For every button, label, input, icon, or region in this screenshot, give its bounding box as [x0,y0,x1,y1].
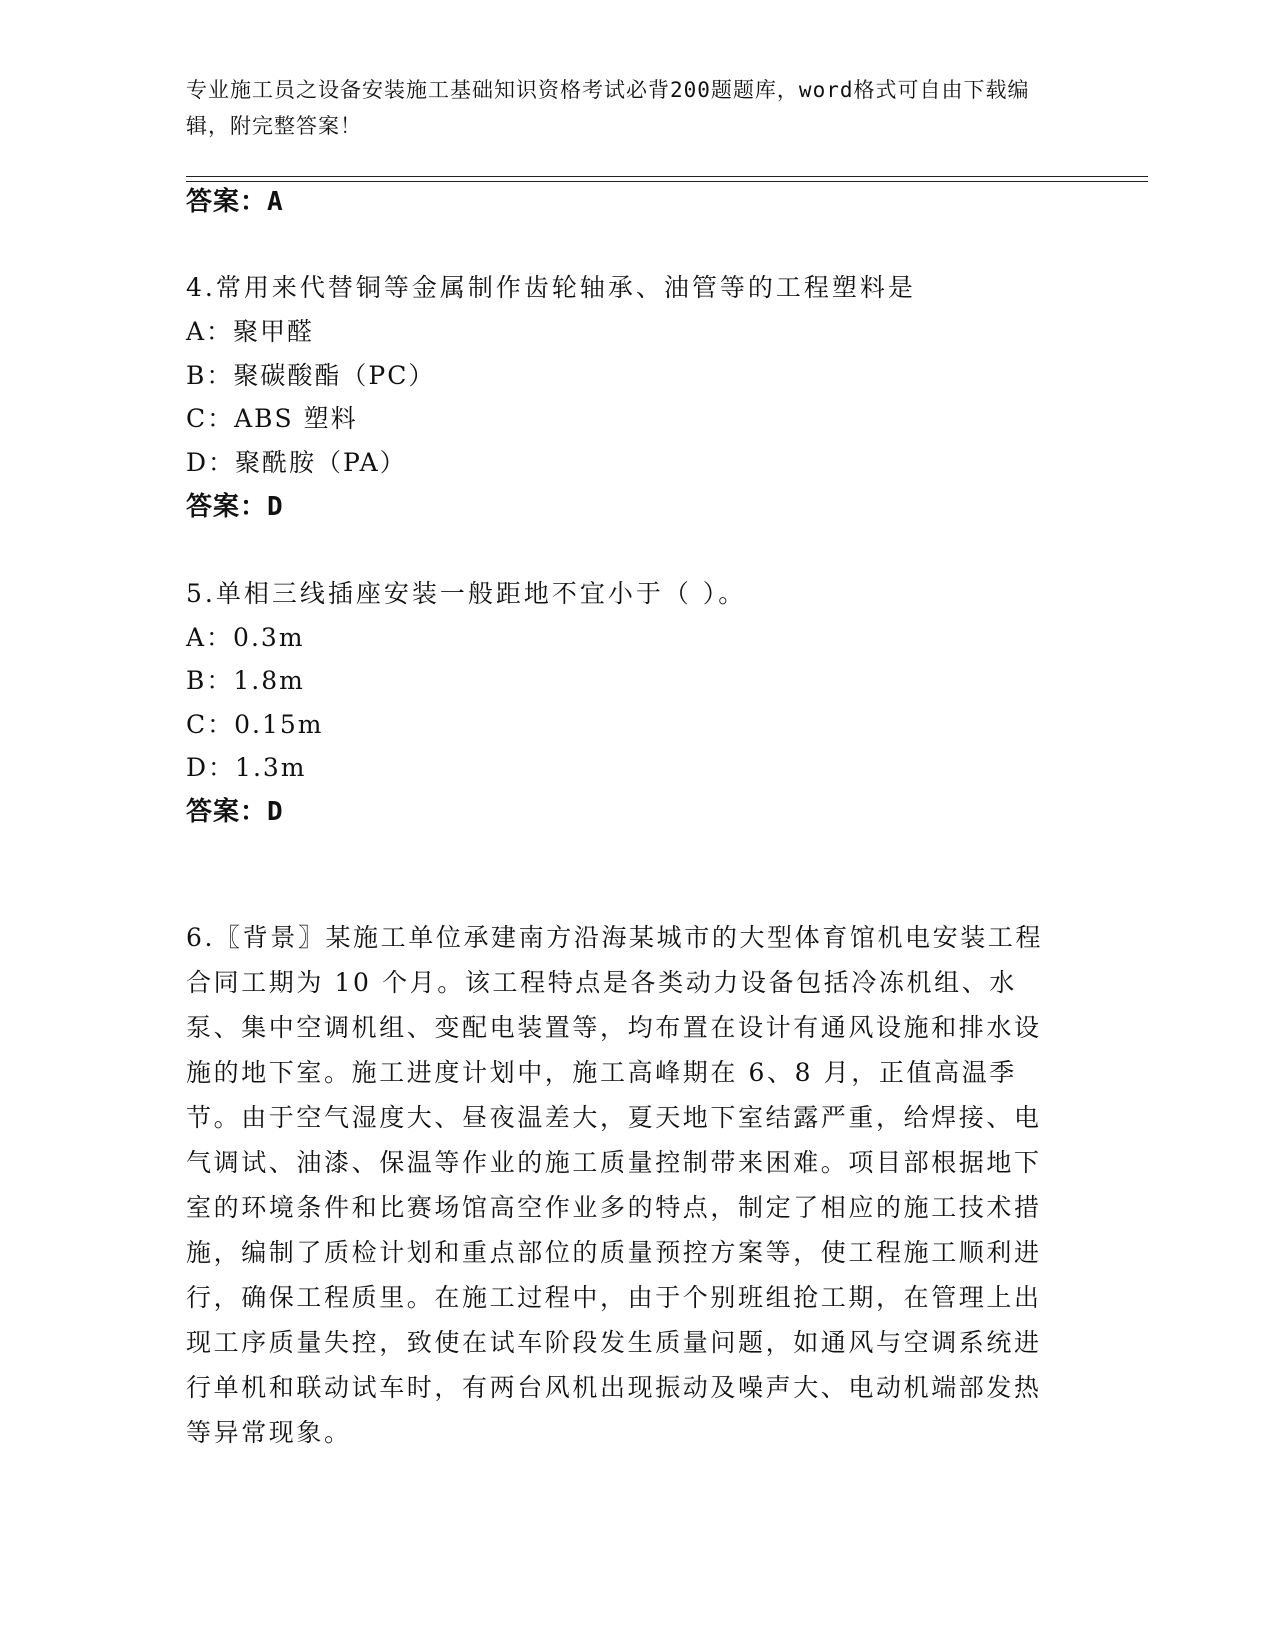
question-4-option-a: A：聚甲醛 [186,317,315,346]
question-6-background: 6.〖背景〗某施工单位承建南方沿海某城市的大型体育馆机电安装工程合同工期为 10 个月。该工程特点是各类动力设备包括冷冻机组、水泵、集中空调机组、变配电装置等，均布置在设计有通风设施和排水设施的地下室。施工进度计划中，施工高峰期在 6、8 月，正值高温季节。由于空气湿度大、昼夜温差大，夏天地下室结露严重，给焊接、电气调试、油漆、保温等作业的施工质量控制带来困难。项目部根据地下室的环境条件和比赛场馆高空作业多的特点，制定了相应的施工技术措施，编制了质检计划和重点部位的质量预控方案等，使工程施工顺利进行，确保工程质里。在施工过程中，由于个别班组抢工期，在管理上出现工序质量失控，致使在试车阶段发生质量问题，如通风与空调系统进行单机和联动试车时，有两台风机出现振动及噪声大、电动机端部发热等异常现象。 [186,923,1044,1447]
question-4-answer: 答案：D [186,492,284,522]
question-4-option-d: D：聚酰胺（PA） [186,448,407,477]
prev-question-answer: 答案：A [186,187,284,217]
question-5-option-c: C：0.15m [186,710,324,739]
question-5-option-d: D：1.3m [186,753,307,782]
question-5-answer: 答案：D [186,797,284,827]
question-4-option-c: C：ABS 塑料 [186,404,358,433]
document-header: 专业施工员之设备安装施工基础知识资格考试必背200题题库，word格式可自由下载编辑，附完整答案！ [186,78,1030,138]
question-4-option-b: B：聚碳酸酯（PC） [186,361,436,390]
header-divider-bottom [186,181,1148,182]
question-5-option-a: A：0.3m [186,623,305,652]
question-5-option-b: B：1.8m [186,666,305,695]
header-divider-top [186,176,1148,177]
question-5-stem: 5.单相三线插座安装一般距地不宜小于（ ）。 [186,579,747,608]
question-4-stem: 4.常用来代替铜等金属制作齿轮轴承、油管等的工程塑料是 [186,273,916,302]
